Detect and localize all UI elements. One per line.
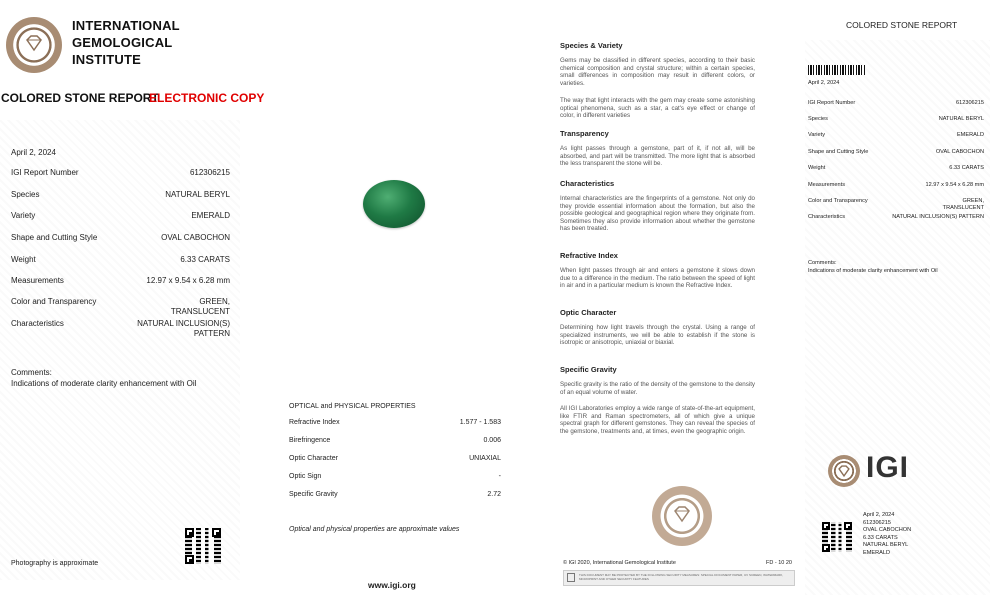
igi-logo-text: IGI xyxy=(866,451,910,484)
section-paragraph: Determining how light travels through the crystal. Using a range of specialized instruments, we will be able to establish if the stone is isotropic or anisotropic, uniaxial or biaxial. xyxy=(560,324,755,347)
detail-label: Species xyxy=(11,190,40,199)
property-value: - xyxy=(498,473,501,480)
section-heading: Specific Gravity xyxy=(560,365,617,374)
summary-block xyxy=(863,512,911,557)
igi-seal-logo xyxy=(6,17,62,73)
barcode xyxy=(808,65,866,75)
institute-line: INSTITUTE xyxy=(72,52,141,67)
detail-value xyxy=(943,198,984,212)
property-label: Birefringence xyxy=(289,437,331,444)
detail-value: 612306215 xyxy=(956,100,984,106)
right-comments-text: Indications of moderate clarity enhancement with Oil xyxy=(808,268,938,274)
detail-value xyxy=(171,297,230,317)
detail-value-line: NATURAL INCLUSION(S) xyxy=(137,319,230,328)
detail-value: NATURAL BERYL xyxy=(938,116,984,122)
detail-value: OVAL CABOCHON xyxy=(935,149,984,155)
section-paragraph: As light passes through a gemstone, part of it, if not all, will be absorbed, and part will be transmitted. The more light that is absorbed the less transparent the stone will be. xyxy=(560,145,755,168)
detail-value: OVAL CABOCHON xyxy=(161,233,230,242)
detail-label: IGI Report Number xyxy=(808,100,856,106)
section-paragraph: All IGI Laboratories employ a wide range of state-of-the-art equipment, like FTIR and Raman spectrometers, all of which give a unique spectral graph for different gemstones. They can reveal the species of the gemstone, treatments and, at times, even the geographic origin. xyxy=(560,405,755,435)
qr-code-right xyxy=(822,522,852,552)
approx-note: Optical and physical properties are approximate values xyxy=(289,526,460,533)
property-label: Optic Sign xyxy=(289,473,322,480)
detail-value: 6.33 CARATS xyxy=(180,255,230,264)
section-paragraph: Internal characteristics are the fingerprints of a gemstone. Not only do they provide essential information about the formation, but also the possible geological and geographical region where they originate from. Sometimes they also provide information about whether the gemstone has been treated. xyxy=(560,195,755,233)
section-paragraph: Gems may be classified in different species, according to their basic chemical composition and crystal structure; within a certain species, small differences in composition may result in different colors, or varieties. xyxy=(560,57,755,87)
security-pattern-left xyxy=(0,120,240,580)
detail-value: EMERALD xyxy=(956,132,984,138)
detail-value: NATURAL BERYL xyxy=(165,190,230,199)
form-code: FD - 10 20 xyxy=(766,560,792,566)
detail-value: NATURAL INCLUSION(S) PATTERN xyxy=(892,214,984,220)
detail-label: Shape and Cutting Style xyxy=(11,233,98,242)
detail-label: Measurements xyxy=(808,182,845,188)
igi-seal-small xyxy=(828,455,860,487)
section-paragraph: The way that light interacts with the gem may create some astonishing optical phenomena, such as a star, a cat's eye effect or change of color, in different varieties xyxy=(560,97,755,120)
section-heading: Transparency xyxy=(560,129,609,138)
property-label: Refractive Index xyxy=(289,419,340,426)
detail-label: Weight xyxy=(808,165,826,171)
properties-title: OPTICAL and PHYSICAL PROPERTIES xyxy=(289,403,416,410)
institute-line: INTERNATIONAL xyxy=(72,18,180,33)
section-heading: Characteristics xyxy=(560,179,615,188)
section-heading: Refractive Index xyxy=(560,251,618,260)
detail-value: 12.97 x 9.54 x 6.28 mm xyxy=(146,276,230,285)
detail-label: Variety xyxy=(808,132,825,138)
electronic-copy-label: ELECTRONIC COPY xyxy=(149,91,265,105)
section-heading: Optic Character xyxy=(560,308,617,317)
detail-label: Weight xyxy=(11,255,36,264)
detail-value-line: GREEN, xyxy=(199,297,230,306)
section-paragraph: When light passes through air and enters a gemstone it slows down due to a difference in the medium. The ratio between the speed of light in air and in a particular medium is known the Refractive Index. xyxy=(560,267,755,290)
qr-code-left xyxy=(185,528,221,564)
section-paragraph: Specific gravity is the ratio of the density of the gemstone to the density of an equal volume of water. xyxy=(560,381,756,396)
diamond-icon xyxy=(837,464,851,478)
detail-value: EMERALD xyxy=(191,211,230,220)
diamond-icon xyxy=(24,33,44,53)
emerald-photo xyxy=(363,180,425,228)
property-value: 0.006 xyxy=(483,437,501,444)
detail-value: 612306215 xyxy=(189,168,230,177)
detail-value xyxy=(137,319,230,339)
detail-value-line: TRANSLUCENT xyxy=(170,307,230,316)
detail-label: Measurements xyxy=(11,276,64,285)
institute-line: GEMOLOGICAL xyxy=(72,35,173,50)
property-label: Optic Character xyxy=(289,455,339,462)
summary-line: NATURAL BERYL xyxy=(863,542,909,548)
summary-line: 6.33 CARATS xyxy=(863,534,898,541)
right-report-title: COLORED STONE REPORT xyxy=(846,20,958,30)
property-value: 2.72 xyxy=(487,491,501,498)
summary-line: OVAL CABOCHON xyxy=(863,527,912,533)
detail-value-line: TRANSLUCENT xyxy=(942,205,984,211)
detail-label: Species xyxy=(808,116,828,122)
detail-value: 6.33 CARATS xyxy=(949,165,984,171)
detail-label: Color and Transparency xyxy=(808,198,868,204)
detail-label: Shape and Cutting Style xyxy=(808,149,869,155)
comments-text: Indications of moderate clarity enhancement with Oil xyxy=(11,379,197,388)
copyright-text: © IGI 2020, International Gemological Institute xyxy=(563,560,676,566)
detail-label: IGI Report Number xyxy=(11,168,79,177)
report-title: COLORED STONE REPORT xyxy=(1,91,159,105)
section-heading: Species & Variety xyxy=(560,41,623,50)
igi-seal-watermark xyxy=(652,486,712,546)
institute-name xyxy=(72,17,180,68)
report-date: April 2, 2024 xyxy=(11,148,56,157)
diamond-icon xyxy=(672,504,692,524)
comments-label: Comments: xyxy=(11,368,52,377)
summary-line: 612306215 xyxy=(863,519,891,526)
security-footer xyxy=(563,570,795,586)
website-link[interactable]: www.igi.org xyxy=(368,580,416,590)
photo-note: Photography is approximate xyxy=(11,560,99,567)
lock-icon xyxy=(567,573,575,582)
property-value: UNIAXIAL xyxy=(469,455,501,462)
detail-value-line: GREEN, xyxy=(962,198,984,204)
detail-label: Characteristics xyxy=(11,319,64,328)
detail-label: Variety xyxy=(11,211,36,220)
detail-label: Color and Transparency xyxy=(11,297,97,306)
detail-value: 12.97 x 9.54 x 6.28 mm xyxy=(925,182,984,188)
property-label: Specific Gravity xyxy=(289,491,338,498)
detail-value-line: PATTERN xyxy=(193,329,230,338)
property-value: 1.577 - 1.583 xyxy=(459,419,501,426)
right-date: April 2, 2024 xyxy=(808,80,840,86)
detail-label: Characteristics xyxy=(808,214,845,220)
right-comments-label: Comments: xyxy=(808,260,837,266)
summary-line: April 2, 2024 xyxy=(863,512,895,518)
fine-print: THIS DOCUMENT MAY BE PROTECTED BY THE FOLLOWING SECURITY MEASURES: SPECIAL DOCUMENT PAPER, UV SCREEN, WATERMARK, MICROPRINT AND OTHER SECURITY FEATURES xyxy=(579,573,784,581)
summary-line: EMERALD xyxy=(863,549,891,556)
